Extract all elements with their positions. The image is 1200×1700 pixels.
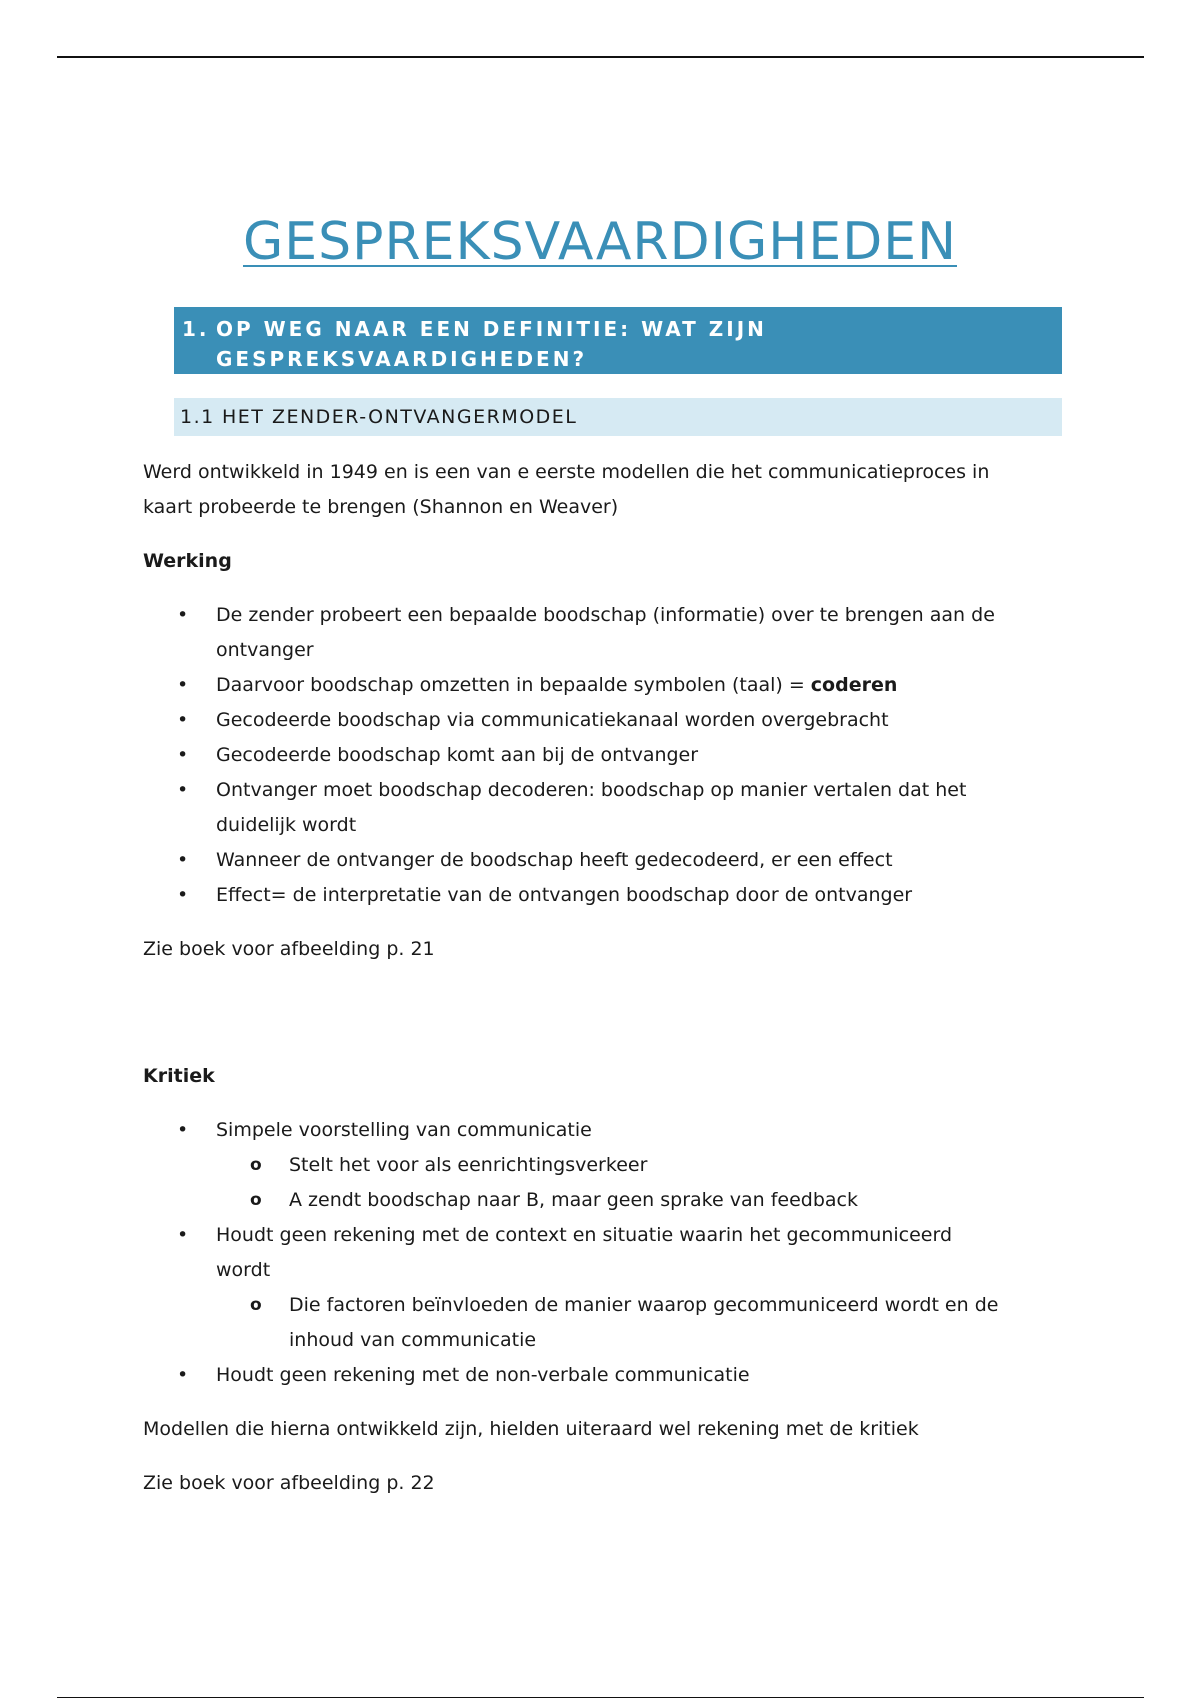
sub-list-item: o Die factoren beïnvloeden de manier waarop gecommuniceerd wordt en de inhoud van communicatie <box>216 1288 1063 1358</box>
heading-2 <box>174 398 1062 436</box>
header-rule <box>57 56 1144 58</box>
werking-list <box>143 598 1063 913</box>
list-item: • Effect= de interpretatie van de ontvangen boodschap door de ontvanger <box>143 878 1063 913</box>
footer-rule <box>57 1697 1144 1698</box>
sub-list <box>216 1288 1063 1358</box>
intro-paragraph: Werd ontwikkeld in 1949 en is een van e eerste modellen die het communicatieproces in kaart probeerde te brengen (Shannon en Weaver) <box>143 461 990 518</box>
kritiek-conclusion: Modellen die hierna ontwikkeld zijn, hielden uiteraard wel rekening met de kritiek <box>143 1418 919 1440</box>
sub-list-item: o A zendt boodschap naar B, maar geen sprake van feedback <box>216 1183 1063 1218</box>
document-body <box>143 455 1063 1501</box>
list-item: • Ontvanger moet boodschap decoderen: boodschap op manier vertalen dat het duidelijk wordt <box>143 773 1063 843</box>
list-item: • Houdt geen rekening met de context en situatie waarin het gecommuniceerd wordt o Die factoren beïnvloeden de manier waarop gecommuniceerd wordt en de inhoud van communicatie <box>143 1218 1063 1358</box>
heading-1-text: OP WEG NAAR EEN DEFINITIE: WAT ZIJN GESPREKSVAARDIGHEDEN? <box>216 317 767 371</box>
kritiek-reference: Zie boek voor afbeelding p. 22 <box>143 1472 435 1494</box>
kritiek-label: Kritiek <box>143 1065 215 1087</box>
list-item: • Simpele voorstelling van communicatie o Stelt het voor als eenrichtingsverkeer o A zendt boodschap naar B, maar geen sprake van feedback <box>143 1113 1063 1218</box>
list-item: • De zender probeert een bepaalde boodschap (informatie) over te brengen aan de ontvanger <box>143 598 1063 668</box>
kritiek-list <box>143 1113 1063 1393</box>
werking-reference: Zie boek voor afbeelding p. 21 <box>143 938 435 960</box>
list-item: • Houdt geen rekening met de non-verbale communicatie <box>143 1358 1063 1393</box>
list-item: • Wanneer de ontvanger de boodschap heeft gedecodeerd, er een effect <box>143 843 1063 878</box>
list-item: • Gecodeerde boodschap komt aan bij de ontvanger <box>143 738 1063 773</box>
werking-label: Werking <box>143 550 232 572</box>
document-title: GESPREKSVAARDIGHEDEN <box>242 212 957 272</box>
heading-1 <box>174 307 1062 374</box>
heading-2-text: HET ZENDER-ONTVANGERMODEL <box>222 406 578 428</box>
sub-list-item: o Stelt het voor als eenrichtingsverkeer <box>216 1148 1063 1183</box>
heading-1-number: 1. <box>182 317 210 341</box>
sub-list <box>216 1148 1063 1218</box>
list-item: • Daarvoor boodschap omzetten in bepaalde symbolen (taal) = coderen <box>143 668 1063 703</box>
heading-2-number: 1.1 <box>180 406 215 428</box>
list-item: • Gecodeerde boodschap via communicatiekanaal worden overgebracht <box>143 703 1063 738</box>
